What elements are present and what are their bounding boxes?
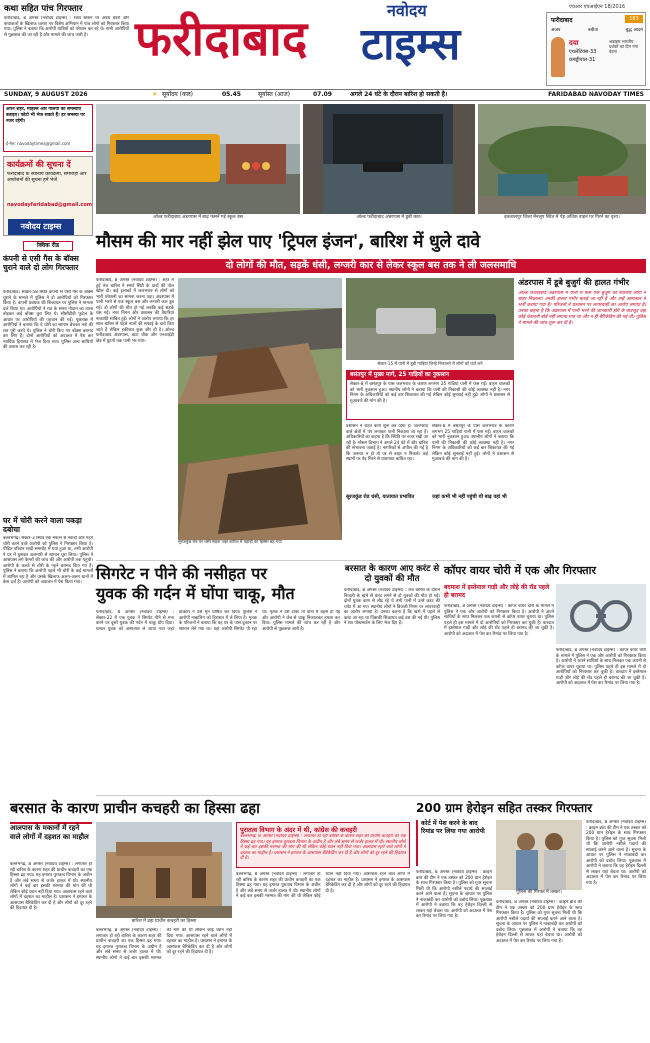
logo: [135, 1, 540, 80]
underpass-body: ओल्ड फरीदाबाद अंडरपास में पानी में फंसे एक बुजुर्ग को स्थानीय लोगों ने बाहर निकाला। उनकी हालत गंभीर बताई जा रही है और उन्हें अस्पताल में भर्ती कराया गया है। परिजनों ने प्रशासन पर लापरवाही का आरोप लगाया है। उनका कहना है कि अंडरपास में पानी भरने की जानकारी होने के बावजूद वहां कोई चेतावनी बोर्ड नहीं लगाया गया था और न ही बैरिकेडिंग की गई थी। पुलिस ने मामले की जांच शुरू कर दी है।: [518, 290, 646, 326]
astrology-figure: [551, 37, 565, 77]
sidebar-badge: नवोदय टाइम्स: [8, 219, 74, 235]
right-name-1: दया: [569, 39, 579, 47]
right-box-items: [551, 27, 643, 33]
right-box-label: फरीदाबाद: [551, 17, 573, 24]
heroin-body-2: फरीदाबाद, 8 अगस्त (नवोदय टाइम्स) : क्राइम ब्रांच की टीम ने एक तस्कर को 200 ग्राम हेरोइन के साथ गिरफ्तार किया है। पुलिस को गुप्त सूचना मिली थी कि आरोपी नशीले पदार्थ की सप्लाई करने आने वाला है। सूचना के आधार पर पुलिस ने नाकाबंदी कर आरोपी को दबोच लिया। पूछताछ में आरोपी ने बताया कि वह हेरोइन दिल्ली से लाकर यहां बेचता था। आरोपी को अदालत में पेश कर रिमांड पर लिया गया है।: [496, 900, 582, 944]
sidebar-ad: [3, 104, 93, 152]
copper-body-continued: फरीदाबाद, 8 अगस्त (नवोदय टाइम्स) : कॉपर वायर चोरी के मामले में पुलिस ने एक और आरोपी को गिरफ्तार किया है। आरोपी ने अपने साथियों के साथ मिलकर एक कंपनी से कॉपर वायर चुराया था। पुलिस पहले ही इस मामले में दो आरोपियों को गिरफ्तार कर चुकी है। वारदात में इस्तेमाल गाड़ी और लोहे की रॉड पहले ही बरामद की जा चुकी है। आरोपी को अदालत में पेश कर रिमांड पर लिया गया है।: [556, 648, 646, 686]
sunset-time: 07.09: [313, 91, 332, 98]
lead-text-col1: फरीदाबाद, 8 अगस्त (नवोदय टाइम्स) : शहर में हुई तेज बारिश ने स्मार्ट सिटी के दावों की पोल खोल दी। कई इलाकों में जलभराव से लोगों को भारी परेशानी का सामना करना पड़ा। अंडरपास में पानी भरने से एक स्कूल बस और लग्जरी कार डूब गई। दो लोगों की मौत हो गई जबकि कई सड़कें धंस गईं। नगर निगम और प्रशासन की तैयारियां नाकाफी साबित हुईं। लोगों ने आरोप लगाया कि हर साल बारिश से पहले नालों की सफाई के दावे किए जाते हैं लेकिन हकीकत कुछ और ही है। ओल्ड फरीदाबाद अंडरपास, बाटा चौक और एनआईटी क्षेत्र में घुटनों तक पानी भर गया।: [96, 278, 174, 344]
heritage-subhead-box: [236, 822, 410, 868]
photo-fallen-tree-caption: इकबालपुर जिला मेंनलूप स्थित में पेड़ अधिक वाहन पर गिरने का दृश्य।: [504, 215, 620, 220]
masthead-right-box: [546, 12, 646, 86]
right-side-note: अब्राहम भारतीय दर्शकों का दिन नंगा वेदना: [609, 39, 639, 55]
heritage-side-body: बल्लभगढ़, 8 अगस्त (नवोदय टाइम्स) : लगातार हो रही बारिश के कारण शहर की प्राचीन कचहरी का एक हिस्सा ढह गया। यह इमारत पुरातत्व विभाग के अधीन है और लंबे समय से जर्जर हालत में थी। स्थानीय लोगों ने कई बार इसकी मरम्मत की मांग की थी लेकिन कोई ध्यान नहीं दिया गया। आसपास रहने वाले लोगों में दहशत का माहौल है। प्रशासन ने इमारत के आसपास बैरिकेडिंग कर दी है और लोगों को दूर रहने की हिदायत दी है।: [10, 862, 92, 911]
photo-handcuffs: [556, 584, 646, 644]
photo-school-bus: [96, 104, 300, 214]
right-item-2: बबीता: [588, 28, 599, 33]
right-box-page: 183: [625, 15, 643, 23]
photo-heritage-caption: बारिश में ढहा प्राचीन कचहरी का हिस्सा: [131, 919, 197, 924]
divider-1: [96, 560, 516, 561]
left-teaser-headline: कथा सहित पांच गिरफ्तार: [4, 4, 83, 14]
lead-subsection-1: सूरजकुंड रोड धंसी, यातायात प्रभावित: [346, 494, 415, 500]
sunrise-label: सूर्योदय (कल): [162, 91, 194, 98]
lead-text-col2: प्रशासन ने राहत कार्य शुरू कर दिया है। जलभराव वाले क्षेत्रों में पंप लगाकर पानी निकाला जा रहा है। अधिकारियों का कहना है कि स्थिति पर नजर रखी जा रही है। मौसम विभाग ने अगले 24 घंटे में और बारिश की संभावना जताई है। नागरिकों से अपील की गई है कि जरूरत न हो तो घर से बाहर न निकलें। कई स्थानों पर पेड़ गिरने से यातायात बाधित रहा।: [346, 424, 428, 462]
photo-road-collapse-2: [178, 404, 342, 540]
basantpur-body: सेक्टर-8 में बसंतपुर के पास जलभराव के कारण लगभग 25 गाड़ियां पानी में फंस गईं। वाहन चालकों को भारी नुकसान हुआ। स्थानीय लोगों ने बताया कि पानी की निकासी की कोई व्यवस्था नहीं है। नगर निगम के अधिकारियों को कई बार शिकायत की गई लेकिन कोई सुनवाई नहीं हुई। लोगों ने प्रशासन से मुआवजे की मांग की है।: [350, 382, 510, 404]
lead-headline-bar: [96, 227, 646, 257]
divider-2: [96, 795, 646, 796]
heritage-body-left: बल्लभगढ़, 8 अगस्त (नवोदय टाइम्स) : लगातार हो रही बारिश के कारण शहर की प्राचीन कचहरी का एक हिस्सा ढह गया। यह इमारत पुरातत्व विभाग के अधीन है और लंबे समय से जर्जर हालत में थी। स्थानीय लोगों ने कई बार इसकी मरम्मत की मांग की थी लेकिन कोई ध्यान नहीं दिया गया। आसपास रहने वाले लोगों में दहशत का माहौल है। प्रशासन ने इमारत के आसपास बैरिकेडिंग कर दी है और लोगों को दूर रहने की हिदायत दी है।: [96, 928, 232, 961]
left-teaser: [4, 4, 129, 86]
rain-death-headline: बरसात के कारण आए करंट से दो युवकों की मौत: [344, 564, 440, 584]
lead-subsection-2: जहां कभी भी नहीं पहुंची थी बाढ़ वहां भी: [432, 494, 507, 500]
logo-times: टाइम्स: [361, 19, 461, 70]
story2-body: बल्लभगढ़। सेक्टर-3 स्थित एक मकान से नकदी और गहने चोरी करने वाले आरोपी को पुलिस ने गिरफ्तार किया है। पीड़ित परिवार शादी समारोह में गया हुआ था, तभी आरोपी ने घर में घुसकर अलमारी से सामान चुरा लिया। पुलिस ने आसपास लगे कैमरों की जांच की और आरोपी तक पहुंची। आरोपी के कब्जे से चोरी के गहने बरामद किए गए हैं। पुलिस ने बताया कि आरोपी पहले भी चोरी के कई मामलों में शामिल रहा है और उसके खिलाफ अलग-अलग थानों में केस दर्ज हैं। आरोपी को अदालत में पेश किया गया।: [3, 536, 93, 585]
heritage-body: बल्लभगढ़, 8 अगस्त (नवोदय टाइम्स) : लगातार हो रही बारिश के कारण शहर की प्राचीन कचहरी का एक हिस्सा ढह गया। यह इमारत पुरातत्व विभाग के अधीन है और लंबे समय से जर्जर हालत में थी। स्थानीय लोगों ने कई बार इसकी मरम्मत की मांग की थी लेकिन कोई ध्यान नहीं दिया गया। आसपास रहने वाले लोगों में दहशत का माहौल है। प्रशासन ने इमारत के आसपास बैरिकेडिंग कर दी है और लोगों को दूर रहने की हिदायत दी है।: [236, 872, 410, 899]
masthead: [0, 0, 650, 88]
underpass-story: [518, 278, 646, 576]
heritage-subhead: पुरातत्व विभाग के अंदर में थी, कांग्रेस की कचहरी: [240, 826, 357, 834]
photo-heritage: [96, 822, 232, 918]
photo-smuggler-caption: पुलिस की गिरफ्त में तस्कर।: [516, 890, 562, 895]
heroin-headline: 200 ग्राम हेरोइन सहित तस्कर गिरफ्तार: [416, 801, 593, 815]
photo-fallen-tree: [478, 104, 646, 214]
left-teaser-body: फरीदाबाद, 8 अगस्त (नवोदय टाइम्स) : रेलवे स्टेशन पर अवैध वेंडरों और कथाकारों के खिलाफ चलाए गए विशेष अभियान में पांच लोगों को गिरफ्तार किया गया। पुलिस ने बताया कि आरोपी यात्रियों को परेशान कर रहे थे। सभी आरोपियों से पूछताछ की जा रही है और मामले की जांच जारी है।: [4, 16, 129, 38]
right-name-3: कबड्डीवाल-31: [569, 57, 596, 63]
story1-body: फरीदाबाद। सेक्टर-58 स्थित कंपनी से एसी गैस के बॉक्स चुराने के मामले में पुलिस ने दो आरोपियों को गिरफ्तार किया है। कंपनी प्रबंधक की शिकायत पर पुलिस ने मामला दर्ज किया था। आरोपियों ने रात के समय गोदाम का ताला तोड़कर कई बॉक्स चुरा लिए थे। सीसीटीवी फुटेज के आधार पर आरोपियों की पहचान की गई। पूछताछ में आरोपियों ने बताया कि वे चोरी का सामान बेचकर नशे की लत पूरी करते थे। पुलिस ने चोरी किए गए बॉक्स बरामद कर लिए हैं। दोनों आरोपियों को अदालत में पेश कर न्यायिक हिरासत में भेज दिया गया। पुलिस अन्य साथियों की तलाश कर रही है।: [3, 290, 93, 350]
heritage-side-head: आलपास के मकानों में रहने वाले लोगों में दहशत का माहौल: [10, 824, 89, 841]
logo-navoday: नवोदय: [387, 1, 427, 20]
underpass-headline: अंडरपास में डूबे बुजुर्ग की हालत गंभीर: [518, 278, 630, 287]
photo-smuggler: [496, 820, 582, 890]
heroin-subhead: कोर्ट में पेश करने के बाद रिमांड पर लिया गया आरोपी: [421, 820, 485, 835]
stab-headline-1: सिगरेट न पीने की नसीहत पर: [96, 564, 267, 583]
sun-icon: ☀: [152, 91, 158, 98]
heritage-side: [10, 822, 92, 862]
right-item-3: बुद्ध आदम: [625, 28, 643, 33]
date: SUNDAY, 9 AUGUST 2026: [4, 91, 88, 98]
basantpur-head: बसंतपुर में मुख्य मार्ग, 25 गाड़ियों का नुकसान: [347, 371, 513, 380]
copper-subhead: बदमाश में इस्तेमाल गाड़ी और लोहे की रॉड पहले ही बरामद: [444, 584, 550, 599]
sidebar-notice-body: फरीदाबाद के स्थानीय कार्यक्रमों, समारोहों और आयोजनों की सूचना हमें भेजें: [7, 172, 87, 183]
photo-submerged-caption: सेक्टर-15 में पानी में डूबी गाड़ियां जिन्हें निकालने में लोगों को घंटों लगे: [377, 361, 483, 366]
quick-read-label: क्विक रीड: [23, 241, 73, 251]
right-item-1: अजय: [551, 28, 561, 33]
weather-forecast: अगले 24 घंटे के दौरान बारिश हो सकती है।: [350, 91, 448, 98]
story1-headline: कंपनी से एसी गैस के बॉक्स चुराने वाले दो लोग गिरफ्तार: [3, 254, 79, 272]
photo-road-collapse-caption: सूरजकुंड रोड पर धंसी सड़क जहां बारिश में पहाड़ी का हिस्सा बह गया: [178, 539, 282, 544]
photo-school-bus-caption: ओल्ड फरीदाबाद अंडरपास में बाढ़ फंसने गई स्कूल बस: [153, 215, 243, 220]
lead-subhead: दो लोगों की मौत, सड़कें धंसी, लग्जरी कार से लेकर स्कूल बस तक ने ली जलसमाधि: [96, 259, 646, 273]
photo-road-collapse: [178, 278, 342, 404]
basantpur-box: [346, 370, 514, 420]
photo-underpass-car: [303, 104, 475, 214]
story2-headline: घर में चोरी करने वाला पकड़ा दबोचा: [3, 516, 82, 534]
lead-text-col3: सेक्टर-8 में बसंतपुर के पास जलभराव के कारण लगभग 25 गाड़ियां पानी में फंस गईं। वाहन चालकों को भारी नुकसान हुआ। स्थानीय लोगों ने बताया कि पानी की निकासी की कोई व्यवस्था नहीं है। नगर निगम के अधिकारियों को कई बार शिकायत की गई लेकिन कोई सुनवाई नहीं हुई। लोगों ने प्रशासन से मुआवजे की मांग की है।: [432, 424, 514, 462]
stab-side: [236, 564, 356, 604]
photo-underpass-car-caption: ओल्ड फरीदाबाद अंडरपास में डूबी कार।: [356, 215, 422, 220]
dateline-bar: [0, 89, 650, 101]
photo-submerged-vehicles: [346, 278, 514, 360]
stab-headline-2: युवक की गर्दन में घोंपा चाकू, मौत: [96, 584, 295, 603]
heroin-subhead-box: [416, 820, 492, 866]
paper-name: FARIDABAD NAVODAY TIMES: [548, 91, 644, 98]
right-name-2: एथलेटिक्स-33: [569, 49, 597, 55]
logo-faridabad: फरीदाबाद: [135, 11, 308, 67]
sunrise-time: 05.45: [222, 91, 241, 98]
sidebar-ad-contact: ई-मेल: navodaytimes@gmail.com: [6, 141, 71, 146]
lead-headline: मौसम की मार नहीं झेल पाए 'ट्रिपल इंजन', बारिश में धुले दावे: [96, 232, 480, 252]
registration: एचआर एचआईएन 18/2016: [568, 4, 626, 10]
sidebar-ad-text: अपने शहर, मोहल्ले और गलियों की समस्याएं बताइए। फोटो भी भेज सकते हैं। हर समस्या पर नजर रहेगी।: [6, 107, 85, 124]
copper-body: फरीदाबाद, 8 अगस्त (नवोदय टाइम्स) : कॉपर वायर चोरी के मामले में पुलिस ने एक और आरोपी को गिरफ्तार किया है। आरोपी ने अपने साथियों के साथ मिलकर एक कंपनी से कॉपर वायर चुराया था। पुलिस पहले ही इस मामले में दो आरोपियों को गिरफ्तार कर चुकी है। वारदात में इस्तेमाल गाड़ी और लोहे की रॉड पहले ही बरामद की जा चुकी है। आरोपी को अदालत में पेश कर रिमांड पर लिया गया है।: [444, 604, 554, 637]
heritage-headline: बरसात के कारण प्राचीन कचहरी का हिस्सा ढहा: [10, 801, 260, 817]
sunset-label: सूर्यास्त (आज): [258, 91, 291, 98]
heroin-body-3: फरीदाबाद, 8 अगस्त (नवोदय टाइम्स) : क्राइम ब्रांच की टीम ने एक तस्कर को 200 ग्राम हेरोइन के साथ गिरफ्तार किया है। पुलिस को गुप्त सूचना मिली थी कि आरोपी नशीले पदार्थ की सप्लाई करने आने वाला है। सूचना के आधार पर पुलिस ने नाकाबंदी कर आरोपी को दबोच लिया। पूछताछ में आरोपी ने बताया कि वह हेरोइन दिल्ली से लाकर यहां बेचता था। आरोपी को अदालत में पेश कर रिमांड पर लिया गया है।: [586, 820, 646, 886]
heroin-body-1: फरीदाबाद, 8 अगस्त (नवोदय टाइम्स) : क्राइम ब्रांच की टीम ने एक तस्कर को 200 ग्राम हेरोइन के साथ गिरफ्तार किया है। पुलिस को गुप्त सूचना मिली थी कि आरोपी नशीले पदार्थ की सप्लाई करने आने वाला है। सूचना के आधार पर पुलिस ने नाकाबंदी कर आरोपी को दबोच लिया। पूछताछ में आरोपी ने बताया कि वह हेरोइन दिल्ली से लाकर यहां बेचता था। आरोपी को अदालत में पेश कर रिमांड पर लिया गया है।: [416, 870, 492, 919]
rain-death-body: फरीदाबाद, 8 अगस्त (नवोदय टाइम्स) : तेज बारिश के दौरान बिजली के खंभे से करंट लगने से दो युवकों की मौत हो गई। दोनों युवक काम से लौट रहे थे तभी पानी में उतरे करंट की चपेट में आ गए। स्थानीय लोगों ने बिजली निगम पर लापरवाही का आरोप लगाया है। उनका कहना है कि खंभे में पहले से करंट आ रहा था जिसकी शिकायत कई बार की गई थी। पुलिस ने शव पोस्टमार्टम के लिए भेज दिए हैं।: [344, 588, 440, 626]
stab-body: फरीदाबाद, 8 अगस्त (नवोदय टाइम्स) : सेक्टर-22 में एक युवक ने सिगरेट पीने से मना करने पर दूसरे युवक की गर्दन में चाकू घोंप दिया। घायल युवक को अस्पताल ले जाया गया जहां डॉक्टरों ने उसे मृत घोषित कर दिया। पुलिस ने आरोपी नाबालिग को हिरासत में ले लिया है। मृतक के परिजनों ने बताया कि वह घर के पास दुकान पर सामान लेने गया था। वहां आरोपी सिगरेट पी रहा था। मृतक ने उसे टोका तो दोनों में बहस हो गई और आरोपी ने जेब से चाकू निकालकर हमला कर दिया। पुलिस मामले की जांच कर रही है और आरोपी से पूछताछ जारी है।: [96, 610, 340, 632]
copper-headline: कॉपर वायर चोरी में एक और गिरफ्तार: [444, 564, 596, 577]
heritage-subhead-body: बल्लभगढ़, 8 अगस्त (नवोदय टाइम्स) : लगातार हो रही बारिश के कारण शहर की प्राचीन कचहरी का एक हिस्सा ढह गया। यह इमारत पुरातत्व विभाग के अधीन है और लंबे समय से जर्जर हालत में थी। स्थानीय लोगों ने कई बार इसकी मरम्मत की मांग की थी लेकिन कोई ध्यान नहीं दिया गया। आसपास रहने वाले लोगों में दहशत का माहौल है। प्रशासन ने इमारत के आसपास बैरिकेडिंग कर दी है और लोगों को दूर रहने की हिदायत दी है।: [240, 834, 406, 861]
sidebar-notice-head: कार्यक्रमों की सूचना दें: [7, 160, 71, 169]
sidebar-email: navodayfaridabad@gmail.com: [7, 202, 92, 208]
